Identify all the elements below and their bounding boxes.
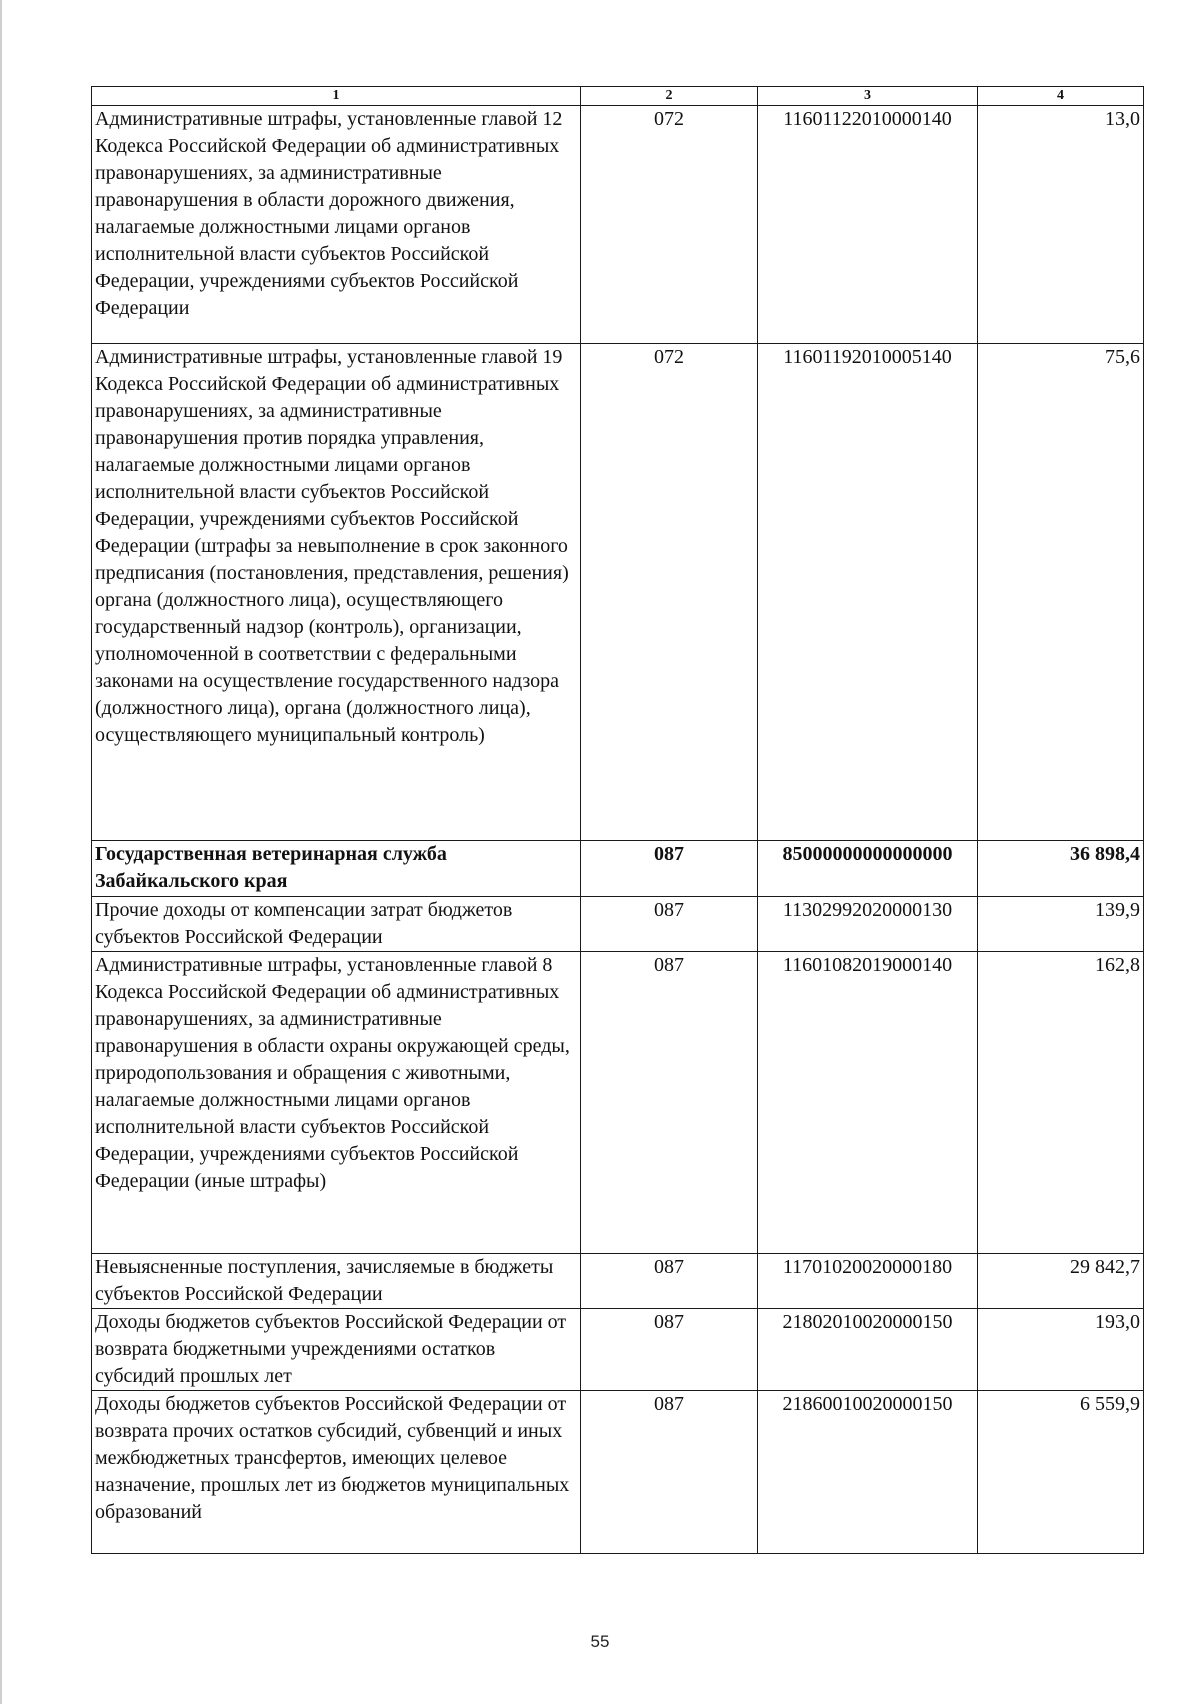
header-cell-2: 2 <box>581 87 758 106</box>
amount-cell: 13,0 <box>978 106 1144 344</box>
table-row <box>92 1391 1144 1554</box>
admin-code-cell: 072 <box>581 344 758 841</box>
budget-code-cell: 11601192010005140 <box>758 344 978 841</box>
budget-code-cell: 85000000000000000 <box>758 841 978 897</box>
revenue-table <box>91 86 1144 1554</box>
table-row <box>92 897 1144 952</box>
amount-cell: 139,9 <box>978 897 1144 952</box>
budget-code-cell: 11701020020000180 <box>758 1254 978 1309</box>
budget-code-cell: 21802010020000150 <box>758 1309 978 1391</box>
table-row <box>92 106 1144 344</box>
budget-code-cell: 11601122010000140 <box>758 106 978 344</box>
header-row <box>92 87 1144 106</box>
revenue-name-cell: Административные штрафы, установленные главой 8 Кодекса Российской Федерации об административных правонарушениях, за административные правонарушения в области охраны окружающей среды, природопользования и обращения с животными, налагаемые должностными лицами органов исполнительной власти субъектов Российской Федерации, учреждениями субъектов Российской Федерации (иные штрафы) <box>92 952 581 1254</box>
amount-cell: 29 842,7 <box>978 1254 1144 1309</box>
revenue-name-cell: Доходы бюджетов субъектов Российской Федерации от возврата бюджетными учреждениями остатков субсидий прошлых лет <box>92 1309 581 1391</box>
table-row-section <box>92 841 1144 897</box>
table-row <box>92 952 1144 1254</box>
admin-code-cell: 087 <box>581 1391 758 1554</box>
admin-code-cell: 087 <box>581 841 758 897</box>
table-row <box>92 344 1144 841</box>
revenue-name-cell: Невыясненные поступления, зачисляемые в бюджеты субъектов Российской Федерации <box>92 1254 581 1309</box>
amount-cell: 36 898,4 <box>978 841 1144 897</box>
budget-code-cell: 11302992020000130 <box>758 897 978 952</box>
table-row <box>92 1309 1144 1391</box>
header-cell-4: 4 <box>978 87 1144 106</box>
revenue-name-cell: Доходы бюджетов субъектов Российской Федерации от возврата прочих остатков субсидий, субвенций и иных межбюджетных трансфертов, имеющих целевое назначение, прошлых лет из бюджетов муниципальных образований <box>92 1391 581 1554</box>
admin-code-cell: 087 <box>581 897 758 952</box>
budget-code-cell: 11601082019000140 <box>758 952 978 1254</box>
amount-cell: 193,0 <box>978 1309 1144 1391</box>
revenue-name-cell: Административные штрафы, установленные главой 12 Кодекса Российской Федерации об административных правонарушениях, за административные правонарушения в области дорожного движения, налагаемые должностными лицами органов исполнительной власти субъектов Российской Федерации, учреждениями субъектов Российской Федерации <box>92 106 581 344</box>
amount-cell: 75,6 <box>978 344 1144 841</box>
header-cell-1: 1 <box>92 87 581 106</box>
admin-code-cell: 072 <box>581 106 758 344</box>
budget-code-cell: 21860010020000150 <box>758 1391 978 1554</box>
admin-code-cell: 087 <box>581 1309 758 1391</box>
revenue-name-cell: Административные штрафы, установленные главой 19 Кодекса Российской Федерации об административных правонарушениях, за административные правонарушения против порядка управления, налагаемые должностными лицами органов исполнительной власти субъектов Российской Федерации, учреждениями субъектов Российской Федерации (штрафы за невыполнение в срок законного предписания (постановления, представления, решения) органа (должностного лица), осуществляющего государственный надзор (контроль), организации, уполномоченной в соответствии с федеральными законами на осуществление государственного надзора (должностного лица), органа (должностного лица), осуществляющего муниципальный контроль) <box>92 344 581 841</box>
section-title-cell: Государственная ветеринарная служба Забайкальского края <box>92 841 581 897</box>
header-cell-3: 3 <box>758 87 978 106</box>
revenue-name-cell: Прочие доходы от компенсации затрат бюджетов субъектов Российской Федерации <box>92 897 581 952</box>
page-number: 55 <box>590 1632 610 1651</box>
admin-code-cell: 087 <box>581 952 758 1254</box>
table-row <box>92 1254 1144 1309</box>
scan-edge <box>0 0 2 1704</box>
amount-cell: 6 559,9 <box>978 1391 1144 1554</box>
admin-code-cell: 087 <box>581 1254 758 1309</box>
amount-cell: 162,8 <box>978 952 1144 1254</box>
